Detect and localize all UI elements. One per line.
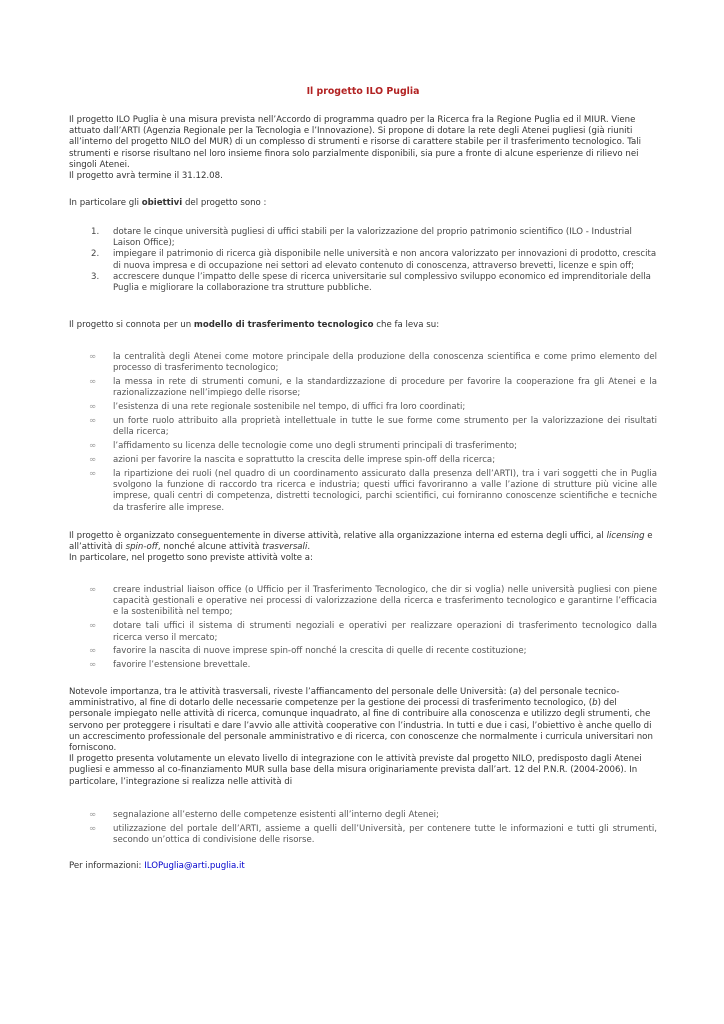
- list-item: [69, 824, 657, 846]
- training-text-c: ) del personale impiegato nelle attività di ricerca, comunque inquadrato, al fine di contribuire alla conoscenza e utilizzo degli strumenti, che servono per proteggere i risultati e dare l’avvio alle attività cooperative con l’industria. In tutti e due i casi, l’obiettivo è anche quello di un accrescimento professionale del personale amministrativo e di ricerca, con conoscenze che normalmente i curricula universitari non forniscono.: [69, 698, 653, 754]
- integration-list: [69, 810, 657, 849]
- infinity-bullet-icon: ∞: [89, 441, 97, 452]
- activities-text-c: , nonché alcune attività: [157, 542, 263, 553]
- list-item: [69, 249, 657, 271]
- infinity-bullet-icon: ∞: [89, 468, 97, 479]
- objectives-lead-post: del progetto sono :: [182, 198, 267, 208]
- item-text: creare industrial liaison office (o Ufficio per il Trasferimento Tecnologico, che dir si voglia) nelle università pugliesi con piene capacità gestionali e operative nei processi di valorizzazione della ricerca e trasferimento tecnologico e garantirne l’efficacia e la sostenibilità nel tempo;: [113, 585, 657, 618]
- item-number: 1.: [91, 227, 100, 237]
- item-text: favorire la nascita di nuove imprese spin-off nonché la crescita di quelle di recente costituzione;: [113, 646, 527, 657]
- training-text-b: ) del personale tecnico-amministrativo, al fine di dotarlo delle necessarie competenze per la gestione dei processi di trasferimento tecnologico, (: [69, 687, 620, 709]
- objectives-list: [69, 227, 657, 294]
- objectives-lead: [69, 198, 657, 209]
- item-text: accrescere dunque l’impatto delle spese di ricerca universitarie sul complessivo sviluppo economico ed imprenditoriale della Puglia e migliorare la collaborazione tra strutture pubbliche.: [113, 271, 651, 294]
- item-text: la ripartizione dei ruoli (nel quadro di un coordinamento assicurato dalla presenza dell’ARTI), tra i vari soggetti che in Puglia svolgono la funzione di raccordo tra ricerca e industria; questi uffici favoriranno a valle l’azione di strutture più vicine alle imprese, quali centri di competenza, distretti tecnologici, parchi scientifici, cui forniranno conoscenze scientifiche e tecniche da trasferire alle imprese.: [113, 468, 657, 513]
- infinity-bullet-icon: ∞: [89, 416, 97, 427]
- model-lead-bold: modello di trasferimento tecnologico: [193, 320, 374, 330]
- model-list: [69, 352, 657, 516]
- item-number: 2.: [91, 249, 100, 260]
- infinity-bullet-icon: ∞: [89, 455, 97, 466]
- list-item: [69, 377, 657, 399]
- item-text: azioni per favorire la nascita e soprattutto la crescita delle imprese spin-off della ricerca;: [113, 455, 496, 466]
- list-item: [69, 352, 657, 374]
- integration-text: Il progetto presenta volutamente un elevato livello di integrazione con le attività previste dal progetto NILO, predisposto dagli Atenei pugliesi e ammesso al co-finanziamento MUR sulla base della misura originariamente prevista dall’art. 12 del P.N.R. (2004-2006). In particolare, l’integrazione si realizza nelle attività di: [69, 754, 642, 787]
- item-text: la messa in rete di strumenti comuni, e la standardizzazione di procedure per favorire la cooperazione fra gli Atenei e la razionalizzazione nell’impiego delle risorse;: [113, 377, 657, 399]
- list-item: [69, 272, 657, 294]
- contact-email-link[interactable]: ILOPuglia@arti.puglia.it: [144, 861, 245, 871]
- page-title: Il progetto ILO Puglia: [306, 86, 420, 97]
- infinity-bullet-icon: ∞: [89, 660, 97, 671]
- activities-intro-text: In particolare, nel progetto sono previste attività volte a:: [69, 553, 313, 564]
- end-date-text: Il progetto avrà termine il 31.12.08.: [69, 171, 223, 182]
- training-italic-b: b: [592, 698, 598, 709]
- list-item: [69, 441, 657, 452]
- list-item: [69, 621, 657, 643]
- item-text: la centralità degli Atenei come motore principale della produzione della conoscenza scientifica e come primo elemento del processo di trasferimento tecnologico;: [113, 352, 657, 374]
- activities-text-a: Il progetto è organizzato conseguentemente in diverse attività, relative alla organizzazione interna ed esterna degli uffici, al: [69, 531, 607, 541]
- item-text: segnalazione all’esterno delle competenze esistenti all’interno degli Atenei;: [113, 810, 439, 820]
- activities-list: [69, 585, 657, 674]
- list-item: [69, 416, 657, 438]
- model-lead-pre: Il progetto si connota per un: [69, 320, 194, 330]
- activities-italic-trasversali: trasversali: [262, 542, 308, 553]
- model-lead: [69, 320, 657, 331]
- activities-text-b: e all’attività di: [69, 531, 653, 553]
- training-italic-a: a: [512, 687, 518, 697]
- list-item: [69, 660, 657, 671]
- activities-italic-licensing: licensing: [606, 531, 645, 541]
- infinity-bullet-icon: ∞: [89, 621, 97, 632]
- item-text: l’affidamento su licenza delle tecnologie come uno degli strumenti principali di trasferimento;: [113, 441, 518, 452]
- item-text: dotare le cinque università pugliesi di uffici stabili per la valorizzazione del proprio patrimonio scientifico (ILO - Industrial Laison Office);: [113, 227, 632, 249]
- activities-text-d: .: [307, 542, 311, 553]
- list-item: [69, 646, 657, 657]
- objectives-lead-pre: In particolare gli: [69, 198, 142, 208]
- objectives-lead-bold: obiettivi: [141, 198, 183, 208]
- item-text: un forte ruolo attribuito alla proprietà intellettuale in tutte le sue forme come strumento per la valorizzazione dei risultati della ricerca;: [113, 416, 657, 438]
- intro-text: Il progetto ILO Puglia è una misura prevista nell’Accordo di programma quadro per la Ricerca fra la Regione Puglia ed il MIUR. Viene attuato dall’ARTI (Agenzia Regionale per la Tecnologia e l’Innovazione). Si propone di dotare la rete degli Atenei pugliesi (già riuniti all’interno del progetto NILO del MUR) di un complesso di strumenti e risorse di carattere stabile per il trasferimento tecnologico. Tali strumenti e risorse risultano nel loro insieme finora solo parzialmente disponibili, sia pure a fronte di alcune esperienze di rilievo nei singoli Atenei.: [69, 115, 642, 170]
- infinity-bullet-icon: ∞: [89, 810, 97, 820]
- list-item: [69, 227, 657, 249]
- contact-line: [69, 861, 657, 872]
- model-lead-post: che fa leva su:: [373, 320, 440, 330]
- infinity-bullet-icon: ∞: [89, 352, 97, 362]
- infinity-bullet-icon: ∞: [89, 646, 97, 657]
- list-item: [69, 585, 657, 619]
- infinity-bullet-icon: ∞: [89, 377, 97, 388]
- infinity-bullet-icon: ∞: [89, 823, 97, 834]
- contact-label: Per informazioni:: [69, 861, 145, 871]
- item-text: l’esistenza di una rete regionale sostenibile nel tempo, di uffici fra loro coordinati;: [113, 402, 466, 413]
- infinity-bullet-icon: ∞: [89, 402, 97, 413]
- list-item: [69, 402, 657, 413]
- item-text: dotare tali uffici il sistema di strumenti negoziali e operativi per realizzare operazioni di trasferimento tecnologico dalla ricerca verso il mercato;: [113, 621, 657, 643]
- training-text-a: Notevole importanza, tra le attività trasversali, riveste l’affiancamento del personale delle Università: (: [69, 687, 513, 697]
- activities-paragraph: [69, 531, 657, 565]
- item-text: favorire l’estensione brevettale.: [113, 660, 251, 671]
- list-item: [69, 455, 657, 466]
- infinity-bullet-icon: ∞: [89, 585, 97, 595]
- activities-italic-spinoff: spin-off: [125, 542, 158, 553]
- item-number: 3.: [91, 271, 100, 282]
- item-text: impiegare il patrimonio di ricerca già disponibile nelle università e non ancora valorizzato per innovazioni di prodotto, crescita di nuova impresa e di occupazione nei settori ad elevato contenuto di conoscenza, attraverso brevetti, licenze e spin off;: [113, 249, 657, 271]
- intro-paragraph: [69, 115, 657, 182]
- list-item: [69, 810, 657, 821]
- list-item: [69, 469, 657, 514]
- training-paragraph: [69, 687, 657, 788]
- item-text: utilizzazione del portale dell’ARTI, assieme a quelli dell’Università, per contenere tutte le informazioni e tutti gli strumenti, secondo un’ottica di condivisione delle risorse.: [113, 823, 657, 846]
